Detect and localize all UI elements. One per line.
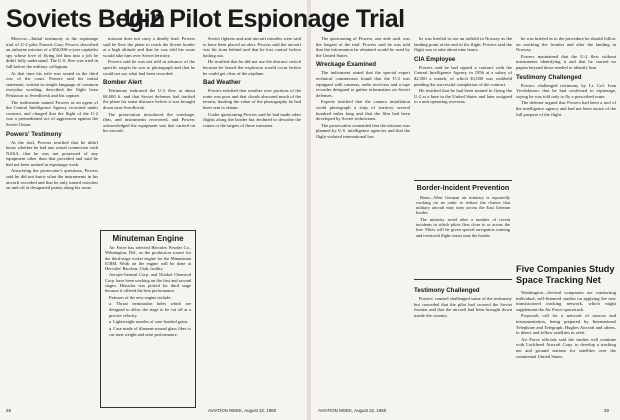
right-page-footer: AVIATION WEEK, August 22, 1960 [318,408,387,413]
article-headline [6,4,606,34]
list-item: ● Thrust termination holes which are designed to allow the stage to be cut off at a precise velocity. [109,301,191,318]
paragraph: Soviet fighters and anti-aircraft missiles were said to have been placed on alert. Powers said the aircraft was hit from behind and that he lost control before bailing out. [203,36,301,58]
border-incident-box [414,180,512,280]
column-6 [516,36,616,260]
paragraph: Powers maintained that the U-2 flew without instruments identifying it and that he carried no papers beyond those needed to identify him. [516,53,616,70]
subheading: Testimony Challenged [414,287,480,294]
sidebar-title: Border-Incident Prevention [416,183,510,192]
column-3 [203,36,301,406]
list-item: ● Lightweight nozzles of case-bonded grain. [109,319,191,325]
subheading: Bad Weather [203,79,241,87]
paragraph: At that time his wife was seated in the third row of the court. Powers said his initial statement, written in simple language of common everyday wording, described the flight from Peshawar to Sverdlovsk and his capture. [6,70,98,98]
box-body [105,245,191,338]
box-title: Minuteman Engine [112,234,184,243]
paragraph: At the trial, Powers testified that he didn't know whether he had any actual connection with NASA, that he was not possessed of any equipment other than that provided and said he had not been trained in espionage work. [6,139,98,167]
column-5 [414,36,512,176]
column-5-lower [414,284,512,406]
feature-list [105,301,191,338]
paragraph: Moscow—Initial testimony at the espionage trial of U-2 pilot Francis Gary Powers described an airborne mission of a $50,000-a-year capitalist spy whose love of flying led him into a job he didn't fully understand. The U.S. flier was tried in full before the military collegium. [6,36,98,69]
column-2 [103,36,195,226]
paragraph: Answering the prosecutor's questions, Powers said he did not know what the instruments in his aircraft recorded and that he only turned switches on and off at designated points along his route. [6,168,98,191]
paragraph: Proposals call for a network of sensors and instrumentation, being prepared by International Telephone and Telegraph, Hughes Aircraft and others, to detect and follow satellites in orbit. [516,313,616,336]
column-4 [316,36,410,406]
right-page-number: 29 [604,408,609,413]
subheading: Bomber Alert [103,79,142,87]
paragraph: Washington—Several companies are conducting individual, self-financed studies on applying the new transistorized tracking network, which might supplement the Air Force spacetrack. [516,290,616,312]
paragraph: The questioning of Powers, one aide said, was the longest of the trial. Powers said he was told that the information he obtained would be used by the United States. [316,36,410,58]
column-7 [516,290,616,406]
subheading: Wreckage Examined [316,61,377,69]
paragraph: The indictment named Powers as an agent of the Central Intelligence Agency recruited under contract, and charged that the flight of the U-2 was a premeditated act of aggression against the Soviet Union. [6,99,98,127]
paragraph: The prosecution contended that the mission was planned by U.S. intelligence agencies and that the flight violated international law. [316,122,410,139]
paragraph: Powers said he had signed a contract with the Central Intelligence Agency in 1956 at a salary of $2,500 a month, of which $1,000 was withheld pending the successful completion of the contract. [414,64,512,87]
paragraph: Experts testified that the camera installation could photograph a strip of territory several hundred miles long and that the film had been developed by Soviet technicians. [316,99,410,122]
column-1 [6,36,98,406]
left-page-number: 28 [6,408,11,413]
paragraph: Under questioning Powers said he had made other flights along the border but declined to describe the routes or the targets of those missions. [203,111,301,128]
minuteman-engine-box [100,230,196,408]
paragraph: he was briefed as to the procedure he should follow on reaching the frontier and after the landing in Norway. [516,36,616,53]
paragraph: The prosecution introduced the wreckage, film, and instruments recovered, and Powers acknowledged the equipment was that carried on his aircraft. [103,111,195,134]
paragraph: Powers testified that weather over portions of the route was poor and that clouds obscured much of the terrain, limiting the value of the photography he had been sent to obtain. [203,88,301,110]
paragraph: Features of the new engine include: [109,294,172,300]
paragraph: he was briefed to use an airfield in Norway as the landing point at the end of his flight. Powers said the flight was to take about nine hours. [414,36,512,53]
subheading: Testimony Challenged [516,73,582,81]
paragraph: Testimony indicated the U-2 flew at about 68,000 ft. and that Soviet defenses had tracked the plane for some distance before it was brought down near Sverdlovsk. [103,88,195,110]
paragraph: He testified that he had been trained in flying the U-2 at a base in the United States and later assigned to a unit operating overseas. [414,88,512,105]
paragraph: Powers' counsel challenged some of the testimony but conceded that the pilot had crossed the Soviet frontier and that the aircraft had been brought down inside the country. [414,296,512,318]
paragraph: Air Force officials said the studies will continue with Lockheed Aircraft Corp. to develop a tracking net and ground stations for satellites over the continental United States. [516,336,616,359]
paragraph: Bonn—West German air ministry is reportedly working on an order to reduce the chance that military aircraft may stray across the East German border. [416,194,510,216]
paragraph: The ministry acted after a number of recent incidents in which pilots flew close to or across the line. Pilots will be given special navigation training and restricted flight routes near the border. [416,216,510,238]
paragraph: Powers said he was not told in advance of the specific targets he was to photograph and that he could not say what had been recorded. [103,59,195,76]
paragraph: Aerojet-General Corp. and Thiokol Chemical Corp. have been working on the first and second stages. Hercules was picked for third stage because it offered the best performance. [105,272,191,294]
paragraph: He testified that he did not use the destruct switch because he feared the explosion would occur before he could get clear of the airplane. [203,59,301,76]
tracking-net-headline: Five Companies Study Space Tracking Net [516,264,615,285]
paragraph: Air Force has selected Hercules Powder Co., Wilmington, Del., as the production source for the third-stage rocket engine for the Minuteman ICBM. Work on the engine will be done at Hercules' Bacchus, Utah, facility. [105,245,191,272]
paragraph: The indictment stated that the special expert technical commission found that the U-2 was equipped with cameras, radio receivers and a tape recorder designed to gather information on Soviet defenses. [316,70,410,98]
list-item: ● Case made of filament-wound glass fiber to cut inert weight and raise performance. [109,326,191,338]
headline-right: U-2 Pilot Espionage Trial [124,5,405,33]
left-page-footer: AVIATION WEEK, August 22, 1960 [208,408,277,413]
subheading: Powers' Testimony [6,130,62,138]
headline-left: Soviets Begin [6,5,165,33]
paragraph: The defense argued that Powers had been a tool of the intelligence agency and had not been aware of the full purpose of the flight. [516,100,616,117]
paragraph: Powers challenged testimony by Lt. Col. Ivan Yevdokimov that he had confessed to espionage, saying he was told only to fly a prescribed route. [516,82,616,99]
sidebar-body [416,195,510,238]
paragraph: mission does not carry a deadly load. Powers said he flew the plane to reach the Soviet border at a high altitude and that he was told his route would take him over Soviet territory. [103,36,195,58]
subheading: CIA Employee [414,55,456,63]
